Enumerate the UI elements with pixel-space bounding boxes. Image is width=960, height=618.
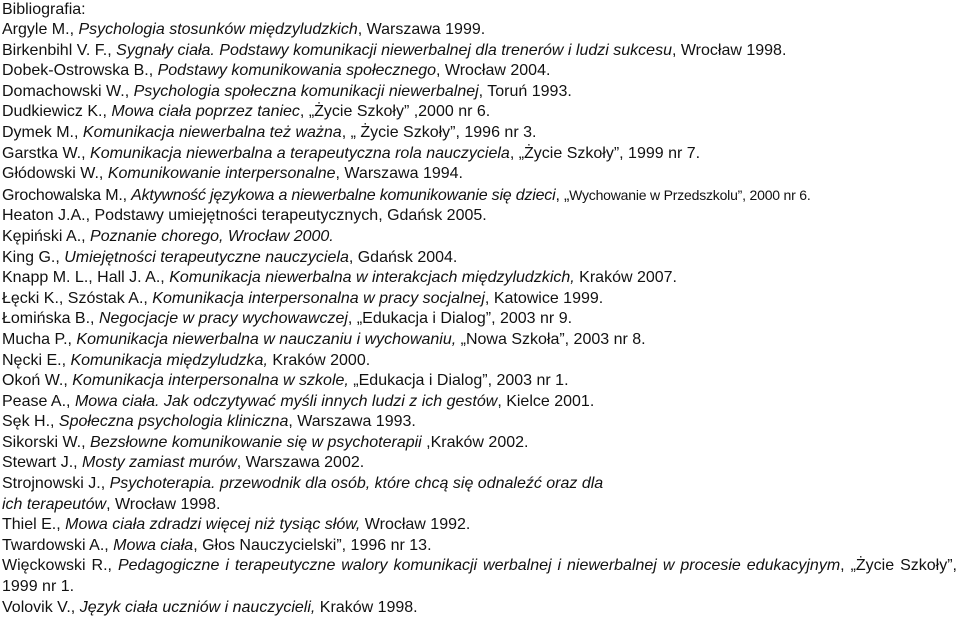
reference-text: Kraków 2007. bbox=[574, 269, 677, 287]
reference-title: Komunikacja interpersonalna w pracy socjalnej bbox=[152, 289, 485, 307]
reference-text: Stewart J., bbox=[2, 454, 83, 472]
reference-text: Kraków 1998. bbox=[315, 598, 418, 616]
reference-title: Podstawy komunikowania społecznego bbox=[157, 62, 436, 80]
reference-entry bbox=[2, 371, 960, 392]
reference-text: Okoń W., bbox=[2, 372, 73, 390]
reference-text: , „ Życie Szkoły”, 1996 nr 3. bbox=[341, 123, 537, 141]
reference-entry bbox=[2, 61, 960, 82]
reference-title: Sygnały ciała. Podstawy komunikacji niewerbalnej dla trenerów i ludzi sukcesu bbox=[116, 41, 672, 59]
reference-entry bbox=[2, 185, 960, 207]
reference-entry bbox=[2, 453, 960, 474]
reference-title: Język ciała uczniów i nauczycieli, bbox=[79, 598, 316, 616]
reference-text: ,Kraków 2002. bbox=[421, 433, 529, 451]
reference-text: Dudkiewicz K., bbox=[2, 103, 112, 121]
reference-entry bbox=[2, 351, 960, 372]
reference-entry bbox=[2, 248, 960, 269]
reference-title: Mowa ciała poprzez taniec bbox=[111, 103, 300, 121]
reference-text: Sikorski W., bbox=[2, 433, 91, 451]
reference-entry bbox=[2, 474, 960, 495]
reference-text: Wrocław 1992. bbox=[360, 516, 471, 534]
reference-title: ich terapeutów bbox=[2, 495, 107, 513]
reference-entry bbox=[2, 556, 957, 597]
reference-title: Psychologia społeczna komunikacji niewerbalnej bbox=[133, 82, 479, 100]
reference-text: Wychowanie w Przedszkolu”, 2000 nr 6. bbox=[569, 186, 811, 203]
reference-title: Negocjacje w pracy wychowawczej bbox=[98, 310, 348, 328]
reference-text: Kraków 2000. bbox=[267, 351, 371, 369]
reference-text: Argyle M., bbox=[2, 21, 79, 38]
reference-text: Mucha P., bbox=[2, 330, 77, 348]
reference-text: Więckowski R., bbox=[2, 557, 118, 575]
reference-entry bbox=[2, 41, 960, 62]
reference-entry bbox=[2, 598, 960, 618]
reference-entry bbox=[2, 268, 960, 289]
reference-text: Garstka W., bbox=[2, 144, 91, 162]
reference-title: Pedagogiczne i terapeutyczne walory komunikacji werbalnej i niewerbalnej w procesie edukacyjnym bbox=[117, 557, 841, 575]
reference-entry bbox=[2, 309, 960, 330]
reference-entry bbox=[2, 330, 960, 351]
reference-text: Birkenbihl V. F., bbox=[2, 41, 117, 59]
reference-text: , Warszawa 1999. bbox=[357, 21, 486, 38]
reference-text: Thiel E., bbox=[2, 516, 66, 534]
reference-title: Komunikacja interpersonalna w szkole, bbox=[72, 372, 349, 390]
reference-text: , Wrocław 1998. bbox=[106, 495, 221, 513]
reference-text: , Głos Nauczycielski”, 1996 nr 13. bbox=[193, 536, 432, 554]
reference-text: , Wrocław 2004. bbox=[436, 62, 551, 80]
reference-entry bbox=[2, 515, 960, 536]
reference-title: Umiejętności terapeutyczne nauczyciela bbox=[64, 248, 349, 266]
reference-entry bbox=[2, 20, 960, 41]
reference-title: Aktywność językowa a niewerbalne komunikowanie się dzieci bbox=[131, 186, 556, 204]
reference-title: Komunikowanie interpersonalne bbox=[107, 165, 336, 183]
reference-title: Komunikacja niewerbalna w interakcjach międzyludzkich, bbox=[169, 269, 575, 287]
reference-text: , Katowice 1999. bbox=[484, 289, 604, 307]
reference-entry bbox=[2, 227, 960, 248]
reference-title: Mowa ciała bbox=[113, 536, 194, 554]
reference-text: Łęcki K., Szóstak A., bbox=[2, 289, 153, 307]
reference-title: Mosty zamiast murów bbox=[82, 454, 237, 472]
reference-title: Komunikacja międzyludzka, bbox=[70, 351, 268, 369]
reference-title: Bezsłowne komunikowanie się w psychoterapii bbox=[90, 433, 422, 451]
reference-text: „Edukacja i Dialog”, 2003 nr 1. bbox=[348, 372, 569, 390]
reference-entry bbox=[2, 123, 960, 144]
reference-text: , „Życie Szkoły” ,2000 nr 6. bbox=[299, 103, 491, 121]
reference-list bbox=[2, 20, 960, 618]
reference-text: Knapp M. L., Hall J. A., bbox=[2, 269, 170, 287]
reference-title: Społeczna psychologia kliniczna bbox=[58, 413, 289, 431]
reference-text: , Toruń 1993. bbox=[478, 82, 572, 100]
reference-title: Poznanie chorego, Wrocław 2000. bbox=[90, 227, 334, 245]
reference-text: „Nowa Szkoła”, 2003 nr 8. bbox=[456, 330, 646, 348]
reference-entry bbox=[2, 206, 960, 227]
reference-text: , „Życie Szkoły”, 1999 nr 7. bbox=[509, 144, 701, 162]
reference-title: Psychologia stosunków międzyludzkich bbox=[78, 21, 358, 38]
reference-entry bbox=[2, 433, 960, 454]
reference-title: Komunikacja niewerbalna a terapeutyczna rola nauczyciela bbox=[90, 144, 510, 162]
reference-entry bbox=[2, 495, 960, 516]
reference-text: Grochowalska M., bbox=[2, 186, 132, 204]
reference-text: , „Życie Szkoły”, 1999 nr 1. bbox=[2, 557, 957, 596]
reference-text: Strojnowski J., bbox=[2, 475, 110, 493]
reference-text: , Wrocław 1998. bbox=[671, 41, 787, 59]
reference-entry bbox=[2, 164, 960, 185]
reference-title: Psychoterapia. przewodnik dla osób, które chcą się odnaleźć oraz dla bbox=[109, 475, 604, 493]
reference-text: , „Edukacja i Dialog”, 2003 nr 9. bbox=[347, 310, 573, 328]
reference-text: Pease A., bbox=[2, 392, 75, 410]
bibliography-heading: Bibliografia: bbox=[2, 1, 86, 18]
reference-text: , Warszawa 1993. bbox=[288, 413, 416, 431]
reference-entry bbox=[2, 289, 960, 310]
reference-title: Mowa ciała. Jak odczytywać myśli innych ludzi z ich gestów bbox=[74, 392, 498, 410]
reference-entry bbox=[2, 412, 960, 433]
reference-text: Dymek M., bbox=[2, 123, 83, 141]
reference-text: Głódowski W., bbox=[2, 165, 108, 183]
reference-text: Dobek-Ostrowska B., bbox=[2, 62, 158, 80]
reference-text: , Warszawa 1994. bbox=[335, 165, 463, 183]
reference-text: Twardowski A., bbox=[2, 536, 114, 554]
reference-entry bbox=[2, 102, 960, 123]
reference-entry bbox=[2, 144, 960, 165]
reference-text: Sęk H., bbox=[2, 413, 59, 431]
reference-text: Nęcki E., bbox=[2, 351, 71, 369]
reference-entry bbox=[2, 82, 960, 103]
reference-entry bbox=[2, 536, 960, 557]
reference-title: Mowa ciała zdradzi więcej niż tysiąc słów, bbox=[65, 516, 361, 534]
reference-title: Komunikacja niewerbalna też ważna bbox=[82, 123, 342, 141]
reference-text: Domachowski W., bbox=[2, 82, 134, 100]
reference-text: Łomińska B., bbox=[2, 310, 99, 328]
reference-text: , „ bbox=[555, 186, 570, 204]
reference-text: Kępiński A., bbox=[2, 227, 91, 245]
reference-text: Volovik V., bbox=[2, 598, 80, 616]
reference-text: Heaton J.A., Podstawy umiejętności terapeutycznych, Gdańsk 2005. bbox=[2, 207, 487, 225]
reference-text: , Warszawa 2002. bbox=[236, 454, 365, 472]
reference-text: , Gdańsk 2004. bbox=[348, 248, 458, 266]
reference-text: , Kielce 2001. bbox=[497, 392, 595, 410]
reference-entry bbox=[2, 392, 960, 413]
reference-text: King G., bbox=[2, 248, 65, 266]
reference-title: Komunikacja niewerbalna w nauczaniu i wychowaniu, bbox=[76, 330, 457, 348]
